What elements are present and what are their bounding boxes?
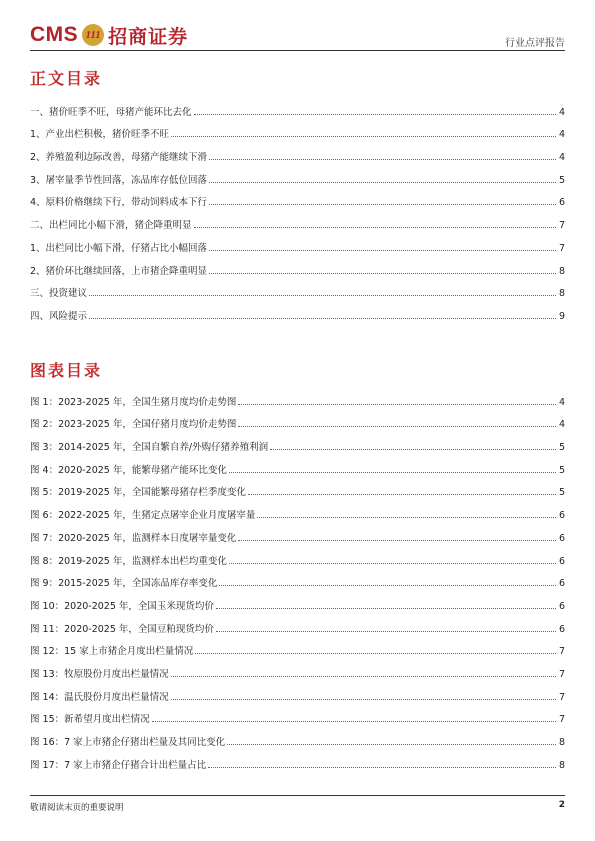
logo-badge-icon: 111	[82, 24, 104, 46]
figure-entry[interactable]	[30, 748, 565, 771]
figure-entry-page: 6	[558, 600, 565, 612]
figure-entry-label: 图 7：2020-2025 年，监测样本日度屠宰量变化	[30, 532, 237, 544]
dot-leader	[194, 226, 556, 228]
contents-entry-label: 二、出栏同比小幅下滑，猪企降重明显	[30, 220, 192, 232]
contents-entry-page: 4	[558, 152, 565, 164]
figure-entry-page: 7	[558, 714, 565, 726]
figure-entry[interactable]	[30, 680, 565, 703]
contents-entry-page: 8	[558, 265, 565, 277]
dot-leader	[208, 766, 556, 768]
contents-entry-page: 9	[558, 310, 565, 322]
figure-entry-page: 5	[558, 487, 565, 499]
contents-entry[interactable]	[30, 299, 565, 322]
contents-entry-label: 一、猪价旺季不旺，母猪产能环比去化	[30, 106, 192, 118]
dot-leader	[171, 135, 556, 137]
dot-leader	[209, 181, 556, 183]
dot-leader	[238, 539, 556, 541]
page-number: 2	[558, 800, 565, 810]
figure-entry-label: 图 12：15 家上市猪企月度出栏量情况	[30, 646, 194, 658]
dot-leader	[238, 425, 556, 427]
dot-leader	[194, 113, 556, 115]
contents-entry-label: 2、猪价环比继续回落，上市猪企降重明显	[30, 265, 208, 277]
dot-leader	[257, 516, 556, 518]
figure-entry[interactable]	[30, 498, 565, 521]
contents-entry[interactable]	[30, 277, 565, 300]
figure-entry-page: 6	[558, 623, 565, 635]
figure-entry-label: 图 6：2022-2025 年，生猪定点屠宰企业月度屠宰量	[30, 510, 256, 522]
figure-entry[interactable]	[30, 453, 565, 476]
report-type-label: 行业点评报告	[505, 38, 565, 49]
figure-entry-page: 5	[558, 442, 565, 454]
figure-entry[interactable]	[30, 725, 565, 748]
contents-entry[interactable]	[30, 254, 565, 277]
logo-chinese-text: 招商证券	[108, 25, 189, 48]
figure-entry-page: 6	[558, 532, 565, 544]
contents-entry[interactable]	[30, 163, 565, 186]
figure-entry[interactable]	[30, 476, 565, 499]
figure-entry[interactable]	[30, 612, 565, 635]
dot-leader	[238, 403, 556, 405]
figure-entry[interactable]	[30, 657, 565, 680]
contents-entry-page: 4	[558, 129, 565, 141]
dot-leader	[152, 720, 556, 722]
dot-leader	[195, 652, 556, 654]
contents-entry-label: 2、养殖盈利边际改善，母猪产能继续下滑	[30, 152, 208, 164]
figure-entry-label: 图 5：2019-2025 年，全国能繁母猪存栏季度变化	[30, 487, 246, 499]
dot-leader	[171, 675, 556, 677]
figure-entry[interactable]	[30, 589, 565, 612]
logo-latin-text: CMS	[30, 23, 79, 46]
figure-entry[interactable]	[30, 385, 565, 408]
figures-title: 图表目录	[30, 361, 103, 380]
dot-leader	[227, 743, 556, 745]
cms-logo	[30, 20, 188, 50]
contents-entry-label: 1、出栏同比小幅下滑，仔猪占比小幅回落	[30, 242, 208, 254]
contents-entry[interactable]	[30, 118, 565, 141]
figure-entry-label: 图 15：新希望月度出栏情况	[30, 714, 150, 726]
figure-entry[interactable]	[30, 430, 565, 453]
contents-title: 正文目录	[30, 69, 103, 88]
dot-leader	[219, 584, 556, 586]
contents-entry[interactable]	[30, 186, 565, 209]
figure-entry-page: 6	[558, 510, 565, 522]
contents-entry-page: 5	[558, 174, 565, 186]
figure-entry-page: 8	[558, 737, 565, 748]
contents-entry-label: 四、风险提示	[30, 310, 88, 322]
contents-entry-page: 6	[558, 197, 565, 209]
contents-entry-label: 1、产业出栏积极，猪价旺季不旺	[30, 129, 170, 141]
contents-entry-page: 7	[558, 220, 565, 232]
figure-entry-label: 图 11：2020-2025 年，全国豆粕现货均价	[30, 623, 214, 635]
contents-list	[30, 95, 565, 322]
figure-entry-label: 图 4：2020-2025 年，能繁母猪产能环比变化	[30, 464, 227, 476]
figure-entry-label: 图 10：2020-2025 年，全国玉米现货均价	[30, 600, 214, 612]
page-header	[30, 20, 565, 50]
dot-leader	[209, 272, 556, 274]
figure-entry[interactable]	[30, 521, 565, 544]
contents-entry-label: 3、屠宰量季节性回落，冻品库存低位回落	[30, 174, 208, 186]
figure-entry[interactable]	[30, 408, 565, 431]
dot-leader	[209, 203, 556, 205]
figure-entry[interactable]	[30, 567, 565, 590]
figure-entry-page: 7	[558, 668, 565, 680]
figure-entry-page: 4	[558, 419, 565, 431]
figure-entry-label: 图 17：7 家上市猪企仔猪合计出栏量占比	[30, 759, 207, 771]
dot-leader	[229, 471, 556, 473]
dot-leader	[229, 562, 556, 564]
dot-leader	[270, 448, 556, 450]
figure-entry-page: 7	[558, 646, 565, 658]
figure-entry-label: 图 9：2015-2025 年，全国冻品库存率变化	[30, 578, 218, 590]
figure-entry-page: 6	[558, 578, 565, 590]
contents-entry-page: 4	[558, 106, 565, 118]
contents-entry[interactable]	[30, 231, 565, 254]
dot-leader	[171, 698, 556, 700]
figure-entry-label: 图 1：2023-2025 年，全国生猪月度均价走势图	[30, 396, 237, 408]
figure-entry-page: 7	[558, 691, 565, 703]
contents-entry-label: 4、原料价格继续下行，带动饲料成本下行	[30, 197, 208, 209]
figures-list	[30, 385, 565, 771]
footer-notice: 敬请阅读末页的重要说明	[30, 803, 124, 813]
contents-entry-label: 三、投资建议	[30, 288, 88, 300]
contents-entry-page: 7	[558, 242, 565, 254]
dot-leader	[209, 249, 556, 251]
dot-leader	[209, 158, 556, 160]
dot-leader	[216, 607, 556, 609]
dot-leader	[248, 493, 556, 495]
contents-entry[interactable]	[30, 208, 565, 231]
figure-entry[interactable]	[30, 544, 565, 567]
figure-entry[interactable]	[30, 703, 565, 726]
contents-entry-page: 8	[558, 288, 565, 300]
figure-entry-page: 8	[558, 759, 565, 771]
figure-entry[interactable]	[30, 635, 565, 658]
figure-entry-label: 图 13：牧原股份月度出栏量情况	[30, 668, 169, 680]
dot-leader	[89, 317, 556, 319]
dot-leader	[216, 630, 556, 632]
contents-entry[interactable]	[30, 95, 565, 118]
figure-entry-label: 图 3：2014-2025 年，全国自繁自养/外购仔猪养殖利润	[30, 442, 269, 454]
footer-divider	[30, 795, 565, 796]
figure-entry-label: 图 2：2023-2025 年，全国仔猪月度均价走势图	[30, 419, 237, 431]
figure-entry-page: 4	[558, 396, 565, 408]
figure-entry-label: 图 16：7 家上市猪企仔猪出栏量及其同比变化	[30, 737, 226, 748]
figure-entry-page: 6	[558, 555, 565, 567]
dot-leader	[89, 294, 556, 296]
figure-entry-label: 图 14：温氏股份月度出栏量情况	[30, 691, 169, 703]
figure-entry-page: 5	[558, 464, 565, 476]
header-divider	[30, 50, 565, 51]
contents-entry[interactable]	[30, 140, 565, 163]
figure-entry-label: 图 8：2019-2025 年，监测样本出栏均重变化	[30, 555, 227, 567]
